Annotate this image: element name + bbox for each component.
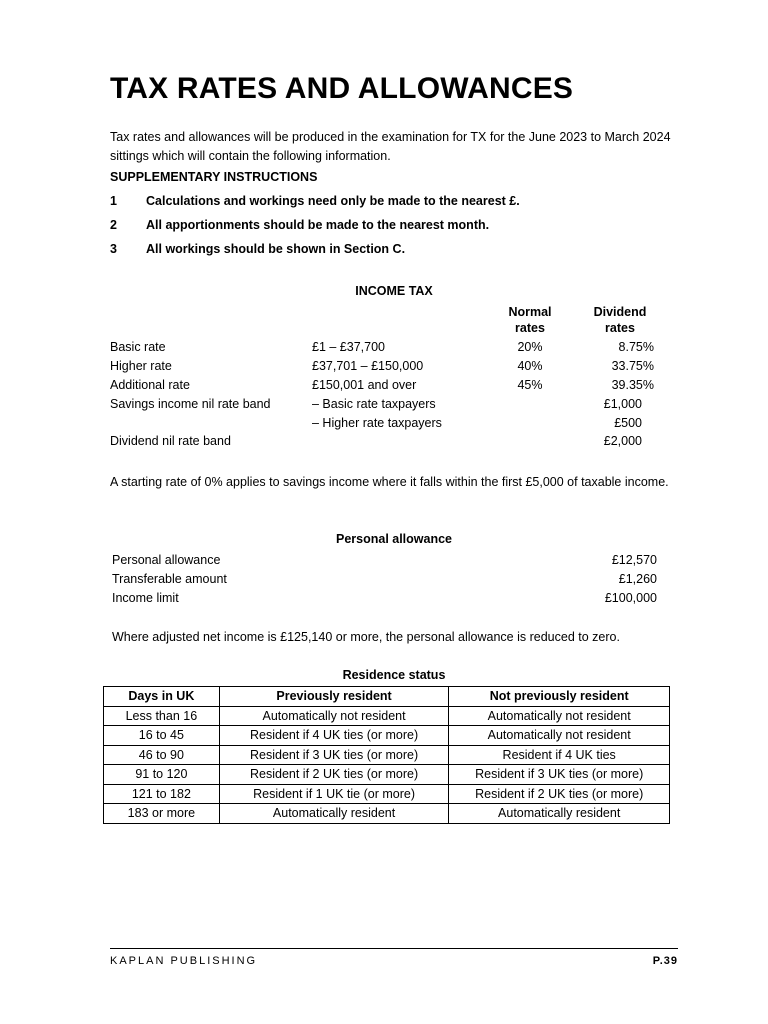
normal-rates-header-line2: rates — [515, 321, 545, 335]
income-tax-row-dividend: 33.75% — [611, 359, 654, 373]
not-previously-resident-cell: Automatically resident — [449, 804, 670, 824]
days-cell: 46 to 90 — [104, 745, 220, 765]
income-tax-row-label: Basic rate — [110, 340, 166, 354]
income-tax-row-band: £1 – £37,700 — [312, 340, 385, 354]
instruction-text: All workings should be shown in Section C. — [146, 242, 406, 256]
dividend-rates-header-line2: rates — [605, 321, 635, 335]
income-tax-row-band: – Higher rate taxpayers — [312, 416, 442, 430]
income-tax-row-normal: 45% — [517, 378, 543, 392]
instruction-text: Calculations and workings need only be made to the nearest £. — [146, 194, 520, 208]
not-previously-resident-cell: Resident if 2 UK ties (or more) — [449, 784, 670, 804]
income-tax-row-label: Dividend nil rate band — [110, 434, 231, 448]
previously-resident-cell: Automatically resident — [219, 804, 449, 824]
personal-allowance-heading: Personal allowance — [335, 532, 453, 546]
income-tax-row-label: Savings income nil rate band — [110, 397, 271, 411]
income-tax-row-dividend: 39.35% — [611, 378, 654, 392]
personal-allowance-row-value: £100,000 — [604, 591, 657, 605]
income-tax-row-label: Additional rate — [110, 378, 190, 392]
starting-rate-note: A starting rate of 0% applies to savings income where it falls within the first £5,000 of taxable income. — [110, 475, 669, 489]
page-number: P.39 — [652, 955, 678, 967]
not-previously-resident-cell: Resident if 4 UK ties — [449, 745, 670, 765]
income-tax-row-band: £37,701 – £150,000 — [312, 359, 424, 373]
footer-publisher: KAPLAN PUBLISHING — [110, 955, 258, 967]
days-cell: Less than 16 — [104, 706, 220, 726]
days-cell: 121 to 182 — [104, 784, 220, 804]
income-tax-row-label: Higher rate — [110, 359, 172, 373]
income-tax-row-normal: 20% — [517, 340, 543, 354]
table-row — [104, 745, 670, 765]
residence-status-table — [103, 686, 670, 824]
residence-status-heading: Residence status — [342, 668, 446, 682]
previously-resident-cell: Resident if 1 UK tie (or more) — [219, 784, 449, 804]
table-row — [104, 804, 670, 824]
income-tax-heading: INCOME TAX — [355, 284, 433, 298]
table-row — [104, 765, 670, 785]
previously-resident-cell: Resident if 2 UK ties (or more) — [219, 765, 449, 785]
income-tax-row-dividend: £2,000 — [603, 434, 642, 448]
personal-allowance-row-label: Income limit — [112, 591, 179, 605]
instruction-number: 3 — [110, 242, 117, 256]
table-row — [104, 706, 670, 726]
personal-allowance-row-label: Personal allowance — [112, 553, 221, 567]
personal-allowance-row-value: £1,260 — [618, 572, 657, 586]
allowance-reduction-note: Where adjusted net income is £125,140 or more, the personal allowance is reduced to zero. — [112, 630, 620, 644]
personal-allowance-row-label: Transferable amount — [112, 572, 227, 586]
income-tax-row-band: – Basic rate taxpayers — [312, 397, 436, 411]
page-title: TAX RATES AND ALLOWANCES — [110, 72, 574, 105]
table-row — [104, 784, 670, 804]
table-row — [104, 726, 670, 746]
table-header-row — [104, 687, 670, 707]
footer-divider — [110, 948, 678, 949]
income-tax-row-normal: 40% — [517, 359, 543, 373]
supplementary-heading: SUPPLEMENTARY INSTRUCTIONS — [110, 170, 318, 184]
not-previously-resident-cell: Resident if 3 UK ties (or more) — [449, 765, 670, 785]
not-previously-resident-cell: Automatically not resident — [449, 726, 670, 746]
income-tax-row-band: £150,001 and over — [312, 378, 417, 392]
previously-resident-cell: Automatically not resident — [219, 706, 449, 726]
not-previously-resident-cell: Automatically not resident — [449, 706, 670, 726]
column-header: Not previously resident — [449, 687, 670, 707]
instruction-text: All apportionments should be made to the nearest month. — [146, 218, 490, 232]
previously-resident-cell: Resident if 3 UK ties (or more) — [219, 745, 449, 765]
personal-allowance-row-value: £12,570 — [611, 553, 657, 567]
normal-rates-header: Normal — [508, 305, 552, 319]
intro-paragraph: Tax rates and allowances will be produced in the examination for TX for the June 2023 to March 2024 sittings which will contain the following information. — [110, 130, 671, 163]
dividend-rates-header: Dividend — [593, 305, 647, 319]
previously-resident-cell: Resident if 4 UK ties (or more) — [219, 726, 449, 746]
income-tax-row-dividend: £500 — [614, 416, 642, 430]
days-cell: 91 to 120 — [104, 765, 220, 785]
column-header: Previously resident — [219, 687, 449, 707]
days-cell: 16 to 45 — [104, 726, 220, 746]
instruction-number: 1 — [110, 194, 117, 208]
income-tax-row-dividend: £1,000 — [603, 397, 642, 411]
column-header: Days in UK — [104, 687, 220, 707]
income-tax-row-dividend: 8.75% — [618, 340, 654, 354]
instruction-number: 2 — [110, 218, 117, 232]
days-cell: 183 or more — [104, 804, 220, 824]
